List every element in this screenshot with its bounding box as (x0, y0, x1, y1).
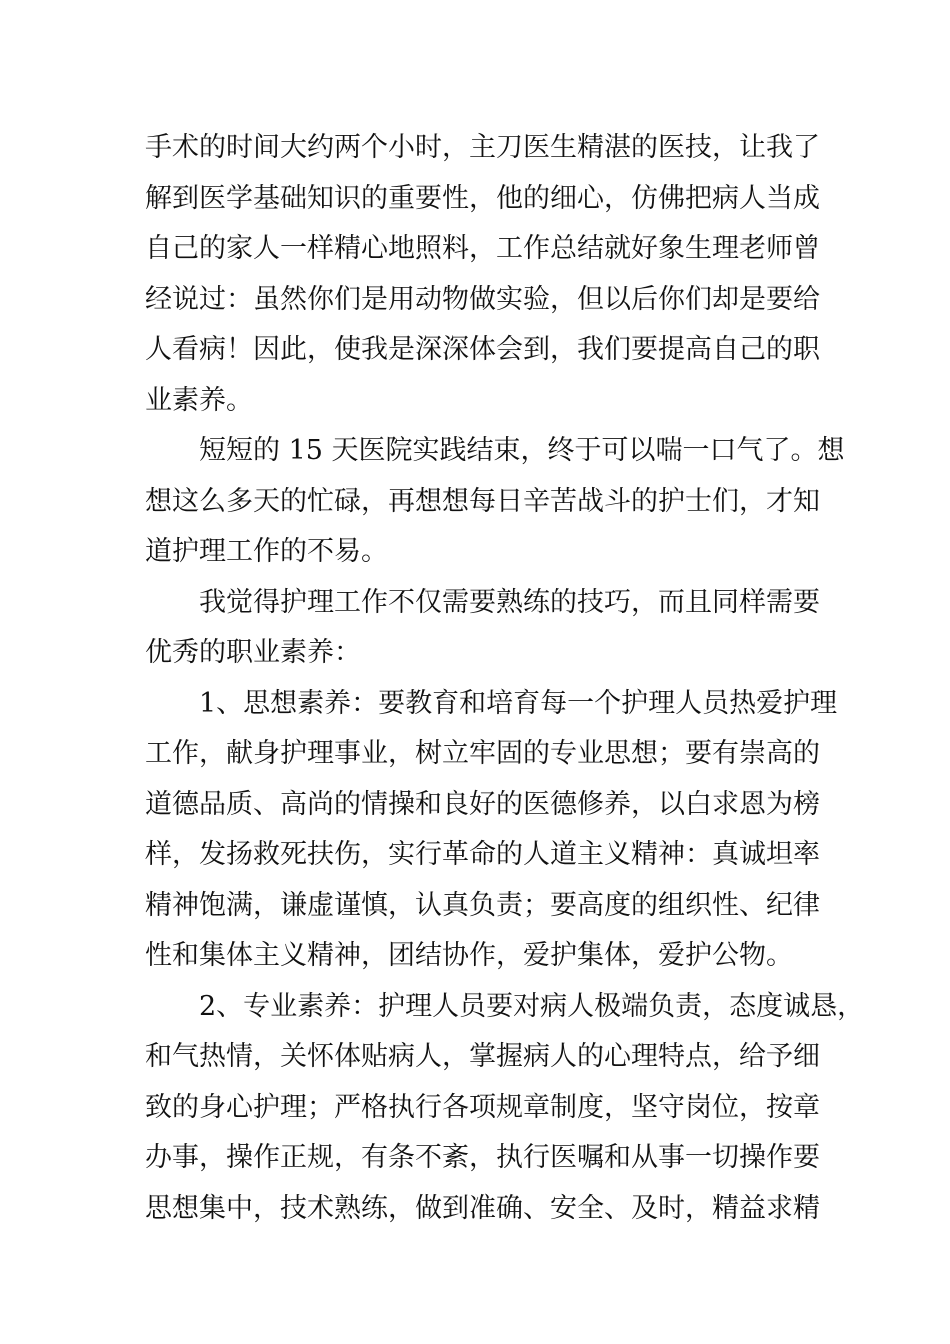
paragraph-professional-qualities (145, 982, 865, 1235)
paragraph-professional-qualities-intro (145, 578, 820, 679)
text-line: 办事，操作正规，有条不紊，执行医嘱和从事一切操作要 (145, 1142, 820, 1173)
text-line: 样，发扬救死扶伤，实行革命的人道主义精神：真诚坦率 (145, 839, 820, 870)
text-line: 自己的家人一样精心地照料，工作总结就好象生理老师曾 (145, 233, 820, 264)
document-body (145, 123, 865, 1234)
text-line: 道德品质、高尚的情操和良好的医德修养，以白求恩为榜 (145, 788, 820, 820)
paragraph-practice-ended (145, 426, 845, 578)
paragraph-surgery-observation (145, 123, 820, 426)
text-line: 道护理工作的不易。 (145, 536, 388, 567)
text-line: 我觉得护理工作不仅需要熟练的技巧，而且同样需要 (145, 586, 820, 618)
text-line: 短短的 15 天医院实践结束，终于可以喘一口气了。想 (145, 435, 845, 466)
text-line: 解到医学基础知识的重要性，他的细心，仿佛把病人当成 (145, 182, 820, 214)
paragraph-ideological-qualities (145, 679, 838, 982)
text-line: 2、专业素养：护理人员要对病人极端负责，态度诚恳， (145, 990, 865, 1022)
text-line: 人看病！因此，使我是深深体会到，我们要提高自己的职 (145, 334, 820, 365)
text-line: 优秀的职业素养： (145, 637, 361, 668)
text-line: 1、思想素养：要教育和培育每一个护理人员热爱护理 (145, 687, 838, 719)
text-line: 想这么多天的忙碌，再想想每日辛苦战斗的护士们，才知 (145, 485, 820, 517)
text-line: 经说过：虽然你们是用动物做实验，但以后你们却是要给 (145, 283, 820, 315)
text-line: 业素养。 (145, 384, 253, 416)
text-line: 精神饱满，谦虚谨慎，认真负责；要高度的组织性、纪律 (145, 889, 820, 921)
text-line: 和气热情，关怀体贴病人，掌握病人的心理特点，给予细 (145, 1041, 820, 1072)
text-line: 工作，献身护理事业，树立牢固的专业思想；要有崇高的 (145, 738, 820, 769)
text-line: 性和集体主义精神，团结协作，爱护集体，爱护公物。 (145, 940, 793, 971)
text-line: 思想集中，技术熟练，做到准确、安全、及时，精益求精 (145, 1192, 820, 1224)
text-line: 致的身心护理；严格执行各项规章制度，坚守岗位，按章 (145, 1091, 820, 1123)
text-line: 手术的时间大约两个小时，主刀医生精湛的医技，让我了 (145, 132, 820, 163)
